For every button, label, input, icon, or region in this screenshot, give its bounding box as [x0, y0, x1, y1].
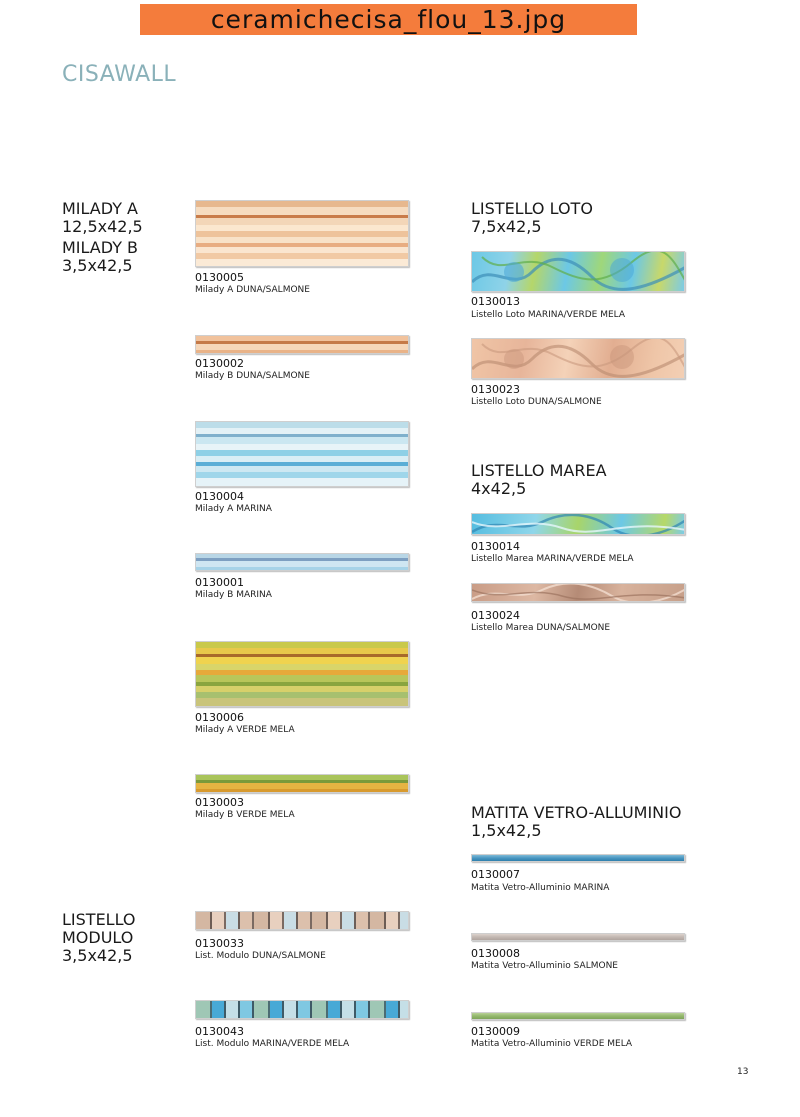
product-desc: Matita Vetro-Alluminio VERDE MELA: [471, 1039, 633, 1049]
marea-pattern: [472, 584, 685, 602]
product-code: 0130008: [471, 947, 520, 960]
product-code: 0130033: [195, 937, 244, 950]
product-code: 0130043: [195, 1025, 244, 1038]
product-desc: Matita Vetro-Alluminio SALMONE: [471, 961, 618, 971]
tile-milady-b-verde-mela: [195, 774, 409, 793]
listello-marea-name: LISTELLO MAREA: [471, 461, 607, 480]
heading-listello-marea: [471, 462, 607, 498]
brand-title: CISAWALL: [62, 62, 177, 87]
page-number: 13: [737, 1067, 749, 1077]
tile-listello-loto-marina-verde-mela: [471, 251, 685, 292]
heading-matita: [471, 804, 681, 840]
product-desc: Milady A MARINA: [195, 504, 272, 514]
product-desc: Listello Loto MARINA/VERDE MELA: [471, 310, 626, 320]
listello-modulo-size: 3,5x42,5: [62, 946, 133, 965]
tile-listello-marea-duna-salmone: [471, 583, 685, 602]
product-code: 0130024: [471, 609, 520, 622]
tile-list-modulo-duna-salmone: [195, 911, 409, 930]
product-desc: Matita Vetro-Alluminio MARINA: [471, 883, 610, 893]
product-desc: Listello Marea MARINA/VERDE MELA: [471, 554, 634, 564]
loto-pattern: [472, 339, 685, 379]
product-desc: Milady B DUNA/SALMONE: [195, 371, 310, 381]
listello-modulo-line2: MODULO: [62, 928, 134, 947]
product-code: 0130013: [471, 295, 520, 308]
tile-list-modulo-marina-verde-mela: [195, 1000, 409, 1019]
milady-a-name: MILADY A: [62, 199, 138, 218]
product-code: 0130004: [195, 490, 244, 503]
matita-size: 1,5x42,5: [471, 821, 542, 840]
loto-pattern: [472, 252, 685, 292]
tile-matita-verde-mela: [471, 1012, 685, 1020]
product-code: 0130006: [195, 711, 244, 724]
product-code: 0130002: [195, 357, 244, 370]
heading-listello-modulo: [62, 911, 136, 965]
tile-listello-marea-marina-verde-mela: [471, 513, 685, 535]
tile-milady-b-marina: [195, 553, 409, 571]
tile-listello-loto-duna-salmone: [471, 338, 685, 379]
product-code: 0130007: [471, 868, 520, 881]
filename-banner: ceramichecisa_flou_13.jpg: [140, 4, 637, 35]
tile-milady-a-marina: [195, 421, 409, 487]
product-desc: Milady B VERDE MELA: [195, 810, 295, 820]
marea-pattern: [472, 514, 685, 535]
product-code: 0130003: [195, 796, 244, 809]
product-code: 0130001: [195, 576, 244, 589]
milady-a-size: 12,5x42,5: [62, 217, 143, 236]
tile-milady-b-duna-salmone: [195, 335, 409, 354]
product-desc: Milady A DUNA/SALMONE: [195, 285, 310, 295]
product-desc: Milady B MARINA: [195, 590, 272, 600]
milady-b-size: 3,5x42,5: [62, 256, 133, 275]
product-desc: Milady A VERDE MELA: [195, 725, 295, 735]
milady-b-name: MILADY B: [62, 238, 139, 257]
tile-matita-marina: [471, 854, 685, 862]
product-code: 0130014: [471, 540, 520, 553]
product-code: 0130009: [471, 1025, 520, 1038]
matita-name: MATITA VETRO-ALLUMINIO: [471, 803, 682, 822]
product-desc: Listello Loto DUNA/SALMONE: [471, 397, 602, 407]
listello-loto-size: 7,5x42,5: [471, 217, 542, 236]
listello-loto-name: LISTELLO LOTO: [471, 199, 593, 218]
product-desc: List. Modulo DUNA/SALMONE: [195, 951, 326, 961]
tile-milady-a-verde-mela: [195, 641, 409, 707]
heading-listello-loto: [471, 200, 593, 236]
listello-modulo-line1: LISTELLO: [62, 910, 136, 929]
product-code: 0130005: [195, 271, 244, 284]
tile-milady-a-duna-salmone: [195, 200, 409, 267]
listello-marea-size: 4x42,5: [471, 479, 527, 498]
product-desc: Listello Marea DUNA/SALMONE: [471, 623, 611, 633]
tile-matita-salmone: [471, 933, 685, 941]
product-desc: List. Modulo MARINA/VERDE MELA: [195, 1039, 350, 1049]
heading-milady: [62, 200, 143, 275]
product-code: 0130023: [471, 383, 520, 396]
